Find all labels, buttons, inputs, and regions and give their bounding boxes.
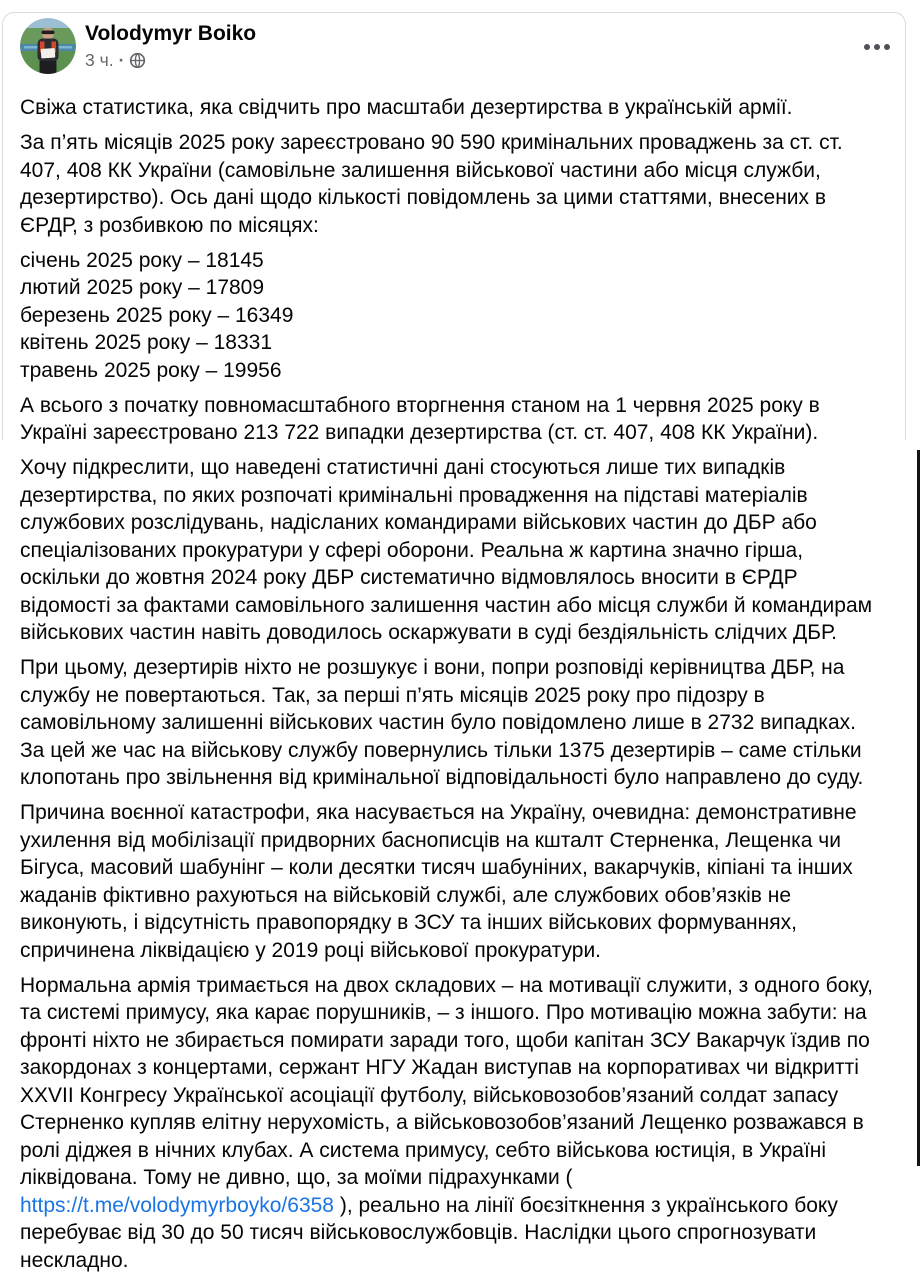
post-header [0, 0, 920, 74]
paragraph-army [20, 972, 884, 1274]
stat-line: лютий 2025 року – 17809 [20, 274, 884, 302]
dot-icon [864, 44, 870, 50]
paragraph-no-pursuit: При цьому, дезертирів ніхто не розшукує і вони, попри розповіді керівництва ДБР, на службу не повертаються. Так, за перші п’ять місяців 2025 року про підозру в самовільному залишенні військових частин було повідомлено лише в 2732 випадках. За цей же час на військову службу повернулись тільки 1375 дезертирів – саме стільки клопотань про звільнення від кримінальної відповідальності було направлено до суду. [20, 654, 884, 792]
timestamp[interactable]: 3 ч. [85, 50, 114, 70]
telegram-link[interactable]: https://t.me/volodymyrboyko/6358 [20, 1194, 334, 1217]
post-text [0, 74, 920, 1274]
stat-line: березень 2025 року – 16349 [20, 302, 884, 330]
stat-line: квітень 2025 року – 18331 [20, 329, 884, 357]
post-subline [85, 50, 256, 70]
monthly-stats-list [20, 247, 884, 385]
globe-public-icon [129, 52, 146, 69]
paragraph-stats-lead: За п’ять місяців 2025 року зареєстровано 90 590 кримінальних проваджень за ст. ст. 407, 408 КК України (самовільне залишення військової частини або місця служби, дезертирство). Ось дані щодо кількості повідомлень за цими статтями, внесених в ЄРДР, з розбивкою по місяцях: [20, 129, 884, 239]
dot-icon [874, 44, 880, 50]
avatar[interactable] [20, 18, 76, 74]
army-text-before-link: Нормальна армія тримається на двох складових – на мотивації служити, з одного боку, та системі примусу, яка карає порушників, – з іншого. Про мотивацію можна забути: на фронті ніхто не збирається помирати заради того, щоби капітан ЗСУ Вакарчук їздив по закордонах з концертами, сержант НГУ Жадан виступав на корпоративах чи відкритті XXVII Конгресу Української асоціації футболу, військовозобов’язаний солдат запасу Стерненко купляв елітну нерухомість, а військовозобов’язаний Лещенко розважався в ролі діджея в нічних клубах. А система примусу, себто військова юстиція, в Україні ліквідована. Тому не дивно, що, за моїми підрахунками ( [20, 974, 873, 1190]
stat-line: травень 2025 року – 19956 [20, 357, 884, 385]
more-options-button[interactable] [860, 40, 894, 54]
stat-line: січень 2025 року – 18145 [20, 247, 884, 275]
header-meta [85, 18, 256, 70]
paragraph-intro: Свіжа статистика, яка свідчить про масштаби дезертирства в українській армії. [20, 94, 884, 122]
dot-separator: · [119, 50, 125, 70]
dot-icon [884, 44, 890, 50]
paragraph-caveat: Хочу підкреслити, що наведені статистичні дані стосуються лише тих випадків дезертирства, по яких розпочаті кримінальні провадження на підставі матеріалів службових розслідувань, надісланих командирами військових частин до ДБР або спеціалізованих прокуратури у сфері оборони. Реальна ж картина значно гірша, оскільки до жовтня 2024 року ДБР систематично відмовлялось вносити в ЄРДР відомості за фактами самовільного залишення частин або місця служби й командирам військових частин навіть доводилось оскаржувати в суді бездіяльність слідчих ДБР. [20, 454, 884, 647]
author-name[interactable]: Volodymyr Boiko [85, 21, 256, 46]
paragraph-total: А всього з початку повномасштабного вторгнення станом на 1 червня 2025 року в Україні зареєстровано 213 722 випадки дезертирства (ст. ст. 407, 408 КК України). [20, 392, 884, 447]
paragraph-cause: Причина воєнної катастрофи, яка насувається на Україну, очевидна: демонстративне ухилення від мобілізації придворних баснописців на кшталт Стерненка, Лещенка чи Бігуса, масовий шабунінг – коли десятки тисяч шабуніних, вакарчуків, кіпіані та інших жаданів фіктивно рахуються на військовій службі, але службових обов’язків не виконують, і відсутність правопорядку в ЗСУ та інших військових формуваннях, спричинена ліквідацією у 2019 році військової прокуратури. [20, 799, 884, 964]
army-text-after-link: ), реально на лінії боєзіткнення з українського боку перебуває від 30 до 50 тисяч військовослужбовців. Наслідки цього спрогнозувати нескладно. [20, 1194, 838, 1272]
avatar-photo [20, 18, 76, 74]
